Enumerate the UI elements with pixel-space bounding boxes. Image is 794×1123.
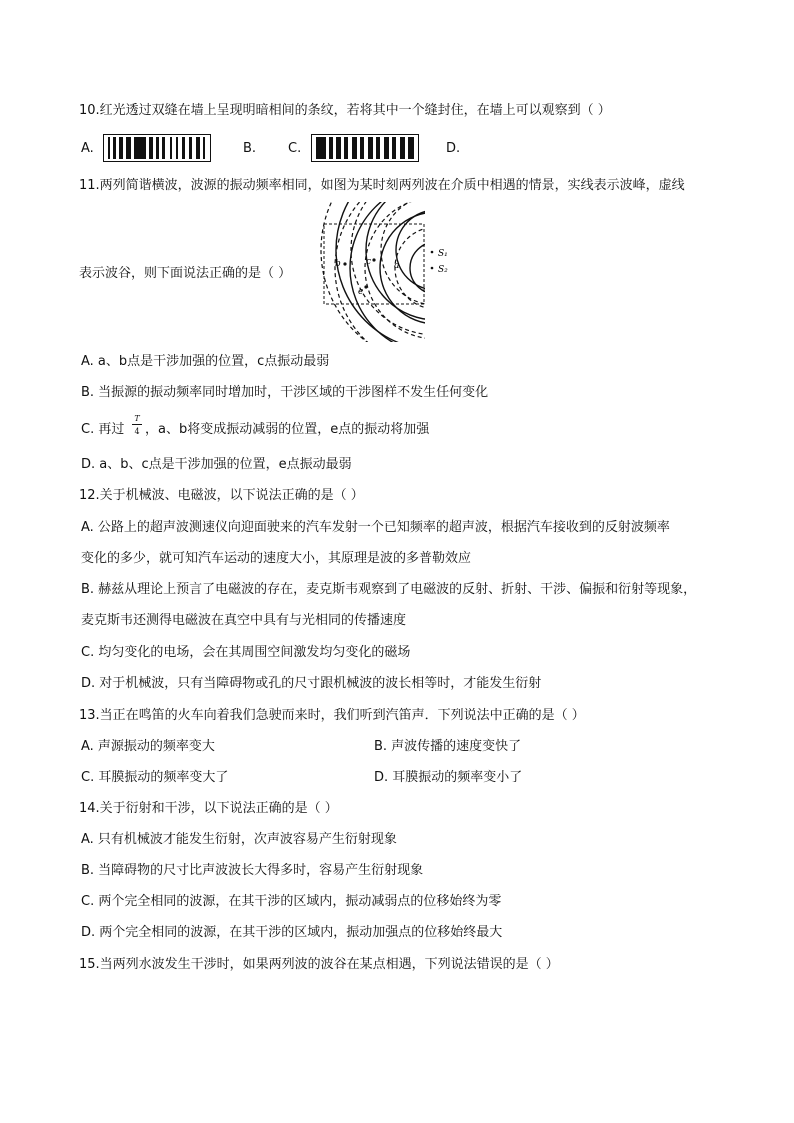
fringe-stripe — [196, 137, 200, 159]
fringe-stripe — [368, 137, 373, 159]
q10-option-a-pattern — [103, 134, 211, 162]
figure-label-c: c — [366, 257, 372, 267]
figure-label-s2: S₂ — [438, 265, 448, 275]
q13-option-c: C. 耳膜振动的频率变大了 — [81, 770, 229, 785]
fringe-stripe — [316, 137, 326, 159]
fringe-stripe — [376, 137, 380, 159]
q15-stem: 15.当两列水波发生干涉时，如果两列波的波谷在某点相遇，下列说法错误的是（ ） — [79, 957, 559, 972]
q14-option-d: D. 两个完全相同的波源，在其干涉的区域内，振动加强点的位移始终最大 — [81, 925, 503, 940]
fringe-stripe — [400, 137, 405, 159]
q10-option-a-label: A. — [81, 141, 94, 156]
fringe-stripe — [170, 137, 172, 159]
fringe-stripe — [336, 137, 341, 159]
fringe-stripe — [119, 137, 123, 159]
q12-option-d: D. 对于机械波，只有当障碍物或孔的尺寸跟机械波的波长相等时，才能发生衍射 — [81, 676, 542, 691]
q10-option-c-pattern — [311, 134, 419, 162]
q12-option-b-line1: B. 赫兹从理论上预言了电磁波的存在，麦克斯韦观察到了电磁波的反射、折射、干涉、偏振和衍射等现象， — [81, 582, 697, 597]
fraction-denominator: 4 — [134, 427, 140, 436]
fringe-stripe — [113, 137, 116, 159]
q14-option-c: C. 两个完全相同的波源，在其干涉的区域内，振动减弱点的位移始终为零 — [81, 894, 502, 909]
q13-option-b: B. 声波传播的速度变快了 — [374, 739, 522, 754]
q14-option-b: B. 当障碍物的尺寸比声波波长大得多时，容易产生衍射现象 — [81, 863, 424, 878]
q11-option-c-suffix: ，a、b将变成振动减弱的位置，e点的振动将加强 — [145, 422, 430, 437]
q13-option-d: D. 耳膜振动的频率变小了 — [374, 770, 523, 785]
fringe-stripe — [360, 137, 364, 159]
figure-label-e: e — [358, 287, 364, 297]
fringe-stripe — [156, 137, 159, 159]
fraction-bar — [132, 424, 142, 425]
fringe-stripe — [108, 137, 110, 159]
q11-option-c-prefix: C. 再过 — [81, 422, 125, 437]
q11-option-b: B. 当振源的振动频率同时增加时，干涉区域的干涉图样不发生任何变化 — [81, 385, 489, 400]
q10-option-d-label: D. — [446, 141, 461, 156]
q11-wave-interference-figure — [318, 202, 460, 342]
q10-option-b-label: B. — [243, 141, 257, 156]
q12-option-a-line1: A. 公路上的超声波测速仪向迎面驶来的汽车发射一个已知频率的超声波，根据汽车接收到的反射波频率 — [81, 520, 670, 535]
fringe-stripe — [126, 137, 131, 159]
fringe-stripe — [408, 137, 414, 159]
q11-stem-line2: 表示波谷，则下面说法正确的是（ ） — [79, 266, 292, 281]
fringe-stripe — [203, 137, 205, 159]
fringe-stripe — [162, 137, 165, 159]
fringe-stripe — [182, 137, 185, 159]
figure-label-b: b — [335, 259, 341, 269]
fringe-stripe — [392, 137, 396, 159]
q14-option-a: A. 只有机械波才能发生衍射，次声波容易产生衍射现象 — [81, 832, 397, 847]
fringe-stripe — [189, 137, 192, 159]
q12-option-b-line2: 麦克斯韦还测得电磁波在真空中具有与光相同的传播速度 — [81, 613, 407, 628]
q12-stem: 12.关于机械波、电磁波，以下说法正确的是（ ） — [79, 488, 364, 503]
fraction-numerator: T — [134, 414, 140, 423]
figure-label-s1: S₁ — [438, 249, 448, 259]
fringe-stripe — [149, 137, 153, 159]
fringe-stripe — [134, 137, 146, 159]
fringe-stripe — [329, 137, 333, 159]
fringe-stripe — [344, 137, 348, 159]
figure-label-a: a — [394, 261, 400, 271]
q13-stem: 13.当正在鸣笛的火车向着我们急驶而来时，我们听到汽笛声．下列说法中正确的是（ ） — [79, 708, 585, 723]
q11-option-d: D. a、b、c点是干涉加强的位置，e点振动最弱 — [81, 457, 352, 472]
q10-option-c-label: C. — [288, 141, 302, 156]
q11-option-a: A. a、b点是干涉加强的位置，c点振动最弱 — [81, 354, 330, 369]
fringe-stripe — [384, 137, 389, 159]
q13-option-a: A. 声源振动的频率变大 — [81, 739, 215, 754]
fringe-stripe — [176, 137, 178, 159]
q10-stem: 10.红光透过双缝在墙上呈现明暗相间的条纹，若将其中一个缝封住，在墙上可以观察到（ ） — [79, 103, 611, 118]
fringe-stripe — [352, 137, 357, 159]
q11-stem-line1: 11.两列简谐横波，波源的振动频率相同，如图为某时刻两列波在介质中相遇的情景，实线表示波峰，虚线 — [79, 178, 685, 193]
q12-option-c: C. 均匀变化的电场，会在其周围空间激发均匀变化的磁场 — [81, 645, 411, 660]
q12-option-a-line2: 变化的多少，就可知汽车运动的速度大小，其原理是波的多普勒效应 — [81, 551, 472, 566]
q14-stem: 14.关于衍射和干涉，以下说法正确的是（ ） — [79, 801, 338, 816]
